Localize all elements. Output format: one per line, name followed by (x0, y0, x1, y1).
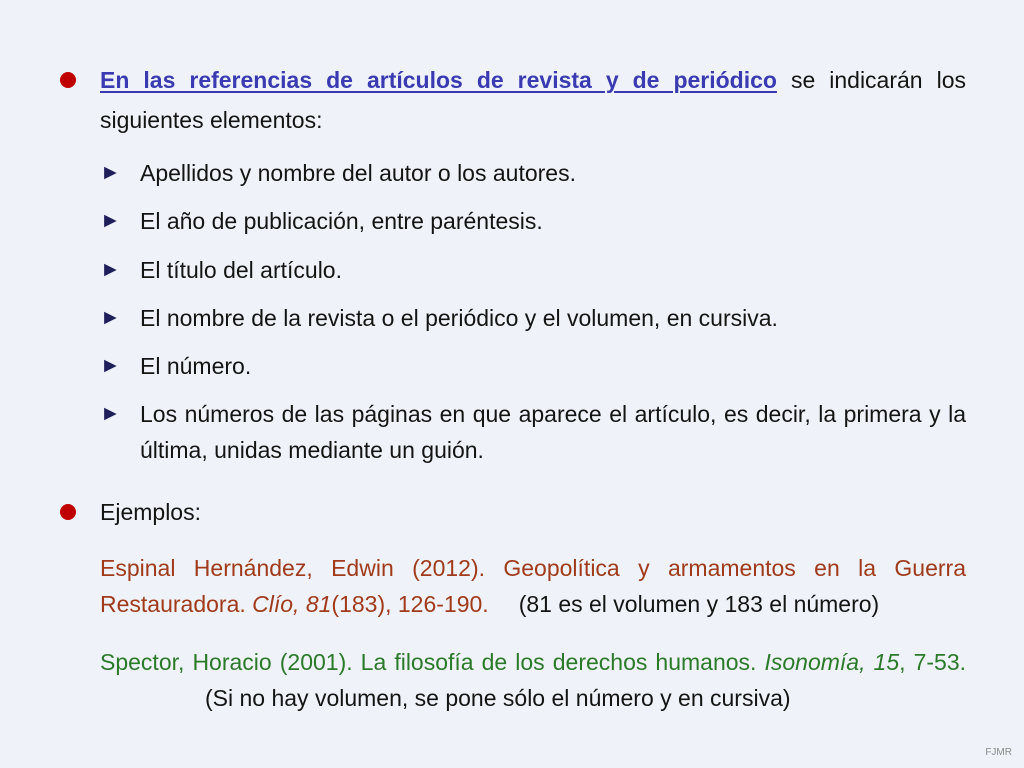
arrow-right-icon: ► (100, 306, 121, 329)
bullet-dot-icon (60, 504, 76, 520)
bullet-dot-icon (60, 72, 76, 88)
example2-note: (Si no hay volumen, se pone sólo el número y en cursiva) (205, 685, 791, 711)
arrow-right-icon: ► (100, 258, 121, 281)
subitem-text: El número. (140, 353, 252, 379)
example1-citation: Espinal Hernández, Edwin (2012). Geopolítica y armamentos en la Guerra Restauradora. (100, 555, 966, 617)
subitem-text: Los números de las páginas en que aparece el artículo, es decir, la primera y la última, unidas mediante un guión. (140, 401, 966, 463)
subitem-text: El año de publicación, entre paréntesis. (140, 208, 543, 234)
arrow-right-icon: ► (100, 161, 121, 184)
arrow-right-icon: ► (100, 209, 121, 232)
subitem-text: El nombre de la revista o el periódico y el volumen, en cursiva. (140, 305, 778, 331)
example1-note: (81 es el volumen y 183 el número) (518, 591, 880, 617)
subitem-text: Apellidos y nombre del autor o los autores. (140, 160, 576, 186)
example2-journal: Isonomía, 15 (764, 649, 900, 675)
bullet-text-examples: Ejemplos: (100, 499, 201, 525)
example-spector (100, 644, 966, 716)
references-rest-text: se indicarán los siguientes elementos: (100, 67, 966, 133)
references-link[interactable]: En las referencias de artículos de revista y de periódico (100, 67, 777, 93)
example2-citation: Spector, Horacio (2001). La filosofía de los derechos humanos. (100, 649, 765, 675)
arrow-right-icon: ► (100, 402, 121, 425)
footer-initials: FJMR (985, 747, 1012, 758)
example1-journal: Clío, 81 (252, 591, 332, 617)
bullet-text-references (100, 60, 966, 140)
arrow-right-icon: ► (100, 354, 121, 377)
example2-pages: , 7-53. (899, 649, 966, 675)
example1-pages: (183), 126-190. (331, 591, 489, 617)
subitem-text: El título del artículo. (140, 257, 342, 283)
example-espinal (100, 550, 966, 622)
